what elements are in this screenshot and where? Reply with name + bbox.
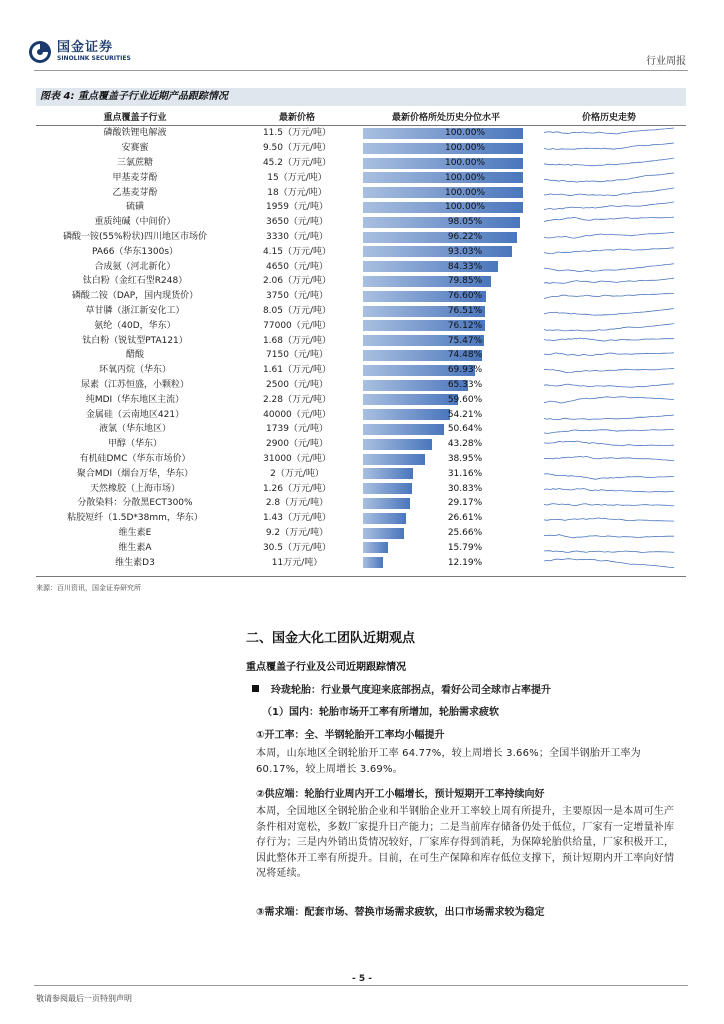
price-cell: 30.5（万元/吨） [262,542,332,553]
trend-line [544,473,674,479]
percentile-cell [360,170,532,185]
price-trend-sparkline [543,261,675,274]
percentile-cell [360,363,532,378]
product-name-cell: 维生素A [118,542,152,553]
trend-cell [532,540,686,555]
trend-line [544,232,674,238]
percentile-label: 50.64% [447,424,483,435]
price-trend-sparkline [543,483,675,496]
price-trend-sparkline [543,320,675,333]
company-logo [28,40,131,64]
trend-line [544,441,674,446]
trend-line [544,263,674,271]
table-row [36,333,686,348]
trend-cell [532,215,686,230]
price-trend-sparkline [543,335,675,348]
trend-line [544,397,674,403]
percentile-label: 76.60% [447,291,483,302]
table-row [36,511,686,526]
price-trend-sparkline [543,512,675,525]
price-trend-sparkline [543,438,675,451]
trend-cell [532,407,686,422]
table-row [36,407,686,422]
trend-line [544,456,674,460]
trend-line [544,158,674,166]
trend-cell [532,185,686,200]
col-header-price: 最新价格 [234,108,360,126]
trend-cell [532,481,686,496]
header-divider [34,70,688,71]
trend-line [544,415,674,420]
table-row [36,555,686,570]
percentile-cell [360,289,532,304]
product-name-cell: 纯MDI（华东地区主流） [85,394,185,405]
percentile-label: 79.85% [447,276,483,287]
percentile-label: 69.93% [447,365,483,376]
product-name-cell: 硫磺 [125,202,144,213]
table-row [36,318,686,333]
item1-paragraph: 本周，山东地区全钢轮胎开工率 64.77%，较上周增长 3.66%；全国半钢胎开工率为 60.17%，较上周增长 3.69%。 [256,748,641,775]
price-trend-sparkline [543,187,675,200]
percentile-cell [360,540,532,555]
product-name-cell: 磷酸一铵(55%粉状)四川地区市场价 [62,231,208,242]
percentile-cell [360,141,532,156]
percentile-label: 100.00% [444,172,486,183]
trend-line [544,188,674,196]
price-cell: 9.2（万元/吨） [265,527,329,538]
product-name-cell: 天然橡胶（上海市场） [89,483,180,494]
trend-cell [532,170,686,185]
price-trend-sparkline [543,275,675,288]
bullet-square-icon [252,685,259,692]
product-name-cell: 乙基麦芽酚 [112,187,158,198]
trend-cell [532,200,686,215]
table-header-row [36,108,686,126]
trend-cell [532,156,686,171]
percentile-cell [360,496,532,511]
table-row [36,170,686,185]
percentile-cell [360,407,532,422]
percentile-cell [360,156,532,171]
percentile-label: 59.60% [447,394,483,405]
percentile-label: 93.03% [447,246,483,257]
product-name-cell: 合成氨（河北新化） [94,261,176,272]
table-row [36,437,686,452]
item3-title: ③需求端：配套市场、替换市场需求疲软，出口市场需求较为稳定 [256,907,545,918]
table-row [36,200,686,215]
col-header-trend: 价格历史走势 [532,108,686,126]
price-trend-sparkline [543,557,675,570]
percentile-label: 100.00% [444,143,486,154]
price-trend-sparkline [543,246,675,259]
trend-cell [532,126,686,141]
product-name-cell: 草甘膦（浙江新安化工） [85,305,185,316]
percentile-cell [360,304,532,319]
price-cell: 1.68（万元/吨） [262,335,332,346]
price-trend-sparkline [543,305,675,318]
trend-line [544,202,674,210]
product-name-cell: 安赛蜜 [121,143,149,154]
percentile-cell [360,526,532,541]
price-trend-sparkline [543,216,675,229]
trend-cell [532,392,686,407]
table-row [36,496,686,511]
percentile-label: 25.66% [447,527,483,538]
percentile-label: 100.00% [444,128,486,139]
trend-cell [532,555,686,570]
percentile-label: 12.19% [447,557,483,568]
percentile-label: 54.21% [447,409,483,420]
trend-line [544,128,674,134]
percentile-label: 84.33% [447,261,483,272]
bullet-heading-text: 玲珑轮胎：行业景气度迎来底部拐点，看好公司全球市占率提升 [271,685,551,696]
product-name-cell: 甲醇（华东） [107,439,162,450]
table-row [36,244,686,259]
table-row [36,185,686,200]
price-cell: 1.43（万元/吨） [262,513,332,524]
trend-line [544,353,674,356]
percentile-label: 31.16% [447,468,483,479]
percentile-label: 38.95% [447,453,483,464]
trend-cell [532,141,686,156]
product-name-cell: 氨纶（40D，华东） [94,320,176,331]
sinolink-logo-icon [28,40,52,64]
section-title: 二、国金大化工团队近期观点 [246,631,416,646]
trend-line [544,384,674,387]
price-cell: 77000（元/吨） [263,320,331,331]
trend-line [544,488,674,492]
figure-title: 图表 4: 重点覆盖子行业近期产品跟踪情况 [36,88,686,106]
price-cell: 9.50（万元/吨） [262,143,332,154]
product-name-cell: 粘胶短纤（1.5D*38mm，华东） [67,513,203,524]
table-row [36,422,686,437]
trend-cell [532,318,686,333]
trend-cell [532,452,686,467]
percentile-cell [360,230,532,245]
percentile-cell [360,466,532,481]
price-cell: 40000（元/吨） [263,409,331,420]
price-cell: 3750（元/吨） [266,291,328,302]
trend-cell [532,348,686,363]
table-row [36,230,686,245]
product-name-cell: 磷酸二铵（DAP，国内现货价） [71,291,199,302]
price-cell: 11.5（万元/吨） [262,128,332,139]
percentile-cell [360,452,532,467]
trend-line [544,248,674,254]
price-cell: 2.8（万元/吨） [265,498,329,509]
trend-cell [532,378,686,393]
trend-cell [532,422,686,437]
price-trend-sparkline [543,290,675,303]
table-row [36,141,686,156]
percentile-cell [360,348,532,363]
product-name-cell: 维生素E [118,527,152,538]
percentile-label: 100.00% [444,202,486,213]
price-cell: 1.26（万元/吨） [262,483,332,494]
trend-cell [532,244,686,259]
price-cell: 1.61（万元/吨） [262,365,332,376]
trend-cell [532,259,686,274]
logo-cn-text: 国金证券 [57,40,114,55]
trend-cell [532,526,686,541]
trend-line [544,309,674,316]
trend-line [544,294,674,299]
price-cell: 4650（元/吨） [266,261,328,272]
price-cell: 1739（元/吨） [266,424,328,435]
percentile-cell [360,481,532,496]
product-name-cell: 尿素（江苏恒盛，小颗粒） [80,379,189,390]
price-cell: 45.2（万元/吨） [262,157,332,168]
product-name-cell: 维生素D3 [115,557,155,568]
price-trend-sparkline [543,201,675,214]
product-name-cell: 环氧丙烷（华东） [98,365,171,376]
percentile-label: 15.79% [447,542,483,553]
price-cell: 8.05（万元/吨） [262,305,332,316]
trend-line [544,535,674,538]
percentile-cell [360,274,532,289]
trend-line [544,143,674,149]
table-row [36,348,686,363]
percentile-label: 75.47% [447,335,483,346]
percentile-label: 65.33% [447,379,483,390]
table-bottom-rule [36,576,686,577]
percentile-label: 76.51% [447,305,483,316]
trend-line [544,279,674,284]
product-name-cell: 液氯（华东地区） [98,424,171,435]
percentile-cell [360,422,532,437]
trend-line [544,430,674,434]
table-row [36,274,686,289]
trend-line [544,338,674,341]
trend-cell [532,511,686,526]
price-trend-sparkline [543,542,675,555]
trend-line [544,504,674,506]
price-cell: 2.28（万元/吨） [262,394,332,405]
percentile-cell [360,318,532,333]
table-row [36,481,686,496]
trend-cell [532,333,686,348]
percentile-cell [360,555,532,570]
product-name-cell: PA66（华东1300s） [91,246,179,257]
price-trend-sparkline [543,349,675,362]
percentile-label: 30.83% [447,483,483,494]
table-row [36,378,686,393]
product-name-cell: 分散染料：分散黑ECT300% [77,498,193,509]
table-row [36,126,686,141]
price-cell: 2.06（万元/吨） [262,276,332,287]
trend-cell [532,274,686,289]
price-cell: 2500（元/吨） [266,379,328,390]
trend-line [544,368,674,372]
percentile-cell [360,215,532,230]
percentile-cell [360,200,532,215]
section-subtitle: 重点覆盖子行业及公司近期跟踪情况 [246,662,406,673]
product-name-cell: 重质纯碱（中间价） [94,217,176,228]
price-cell: 3330（元/吨） [266,231,328,242]
figure-source: 来源：百川资讯，国金证券研究所 [36,584,141,592]
price-cell: 18（万元/吨） [267,187,327,198]
table-row [36,363,686,378]
price-trend-sparkline [543,364,675,377]
price-trend-sparkline [543,172,675,185]
price-trend-sparkline [543,231,675,244]
percentile-cell [360,126,532,141]
price-trend-sparkline [543,468,675,481]
product-name-cell: 聚合MDI（烟台万华，华东） [76,468,194,479]
trend-cell [532,496,686,511]
price-cell: 3650（元/吨） [266,217,328,228]
trend-line [544,558,674,567]
item1-title: ①开工率：全、半钢轮胎开工率均小幅提升 [256,730,445,741]
percentile-cell [360,392,532,407]
logo-en-text: SINOLINK SECURITIES [57,55,131,62]
trend-cell [532,437,686,452]
price-trend-sparkline [543,142,675,155]
item2-paragraph: 本周，全国地区全钢轮胎企业和半钢胎企业开工率较上周有所提升，主要原因一是本周可生产条件相对宽松，多数厂家提升日产能力；二是当前库存储备仍处于低位，厂家有一定增量补库存行为；三是内外销出货情况较好，厂家库存得到消耗，为保障轮胎供给量，厂家积极开工，因此整体开工率有所提升。目前，在可生产保障和库存低位支撑下，预计短期内开工率向好情况将延续。 [256,806,675,879]
price-cell: 2（万元/吨） [270,468,324,479]
price-trend-sparkline [543,453,675,466]
table-row [36,289,686,304]
percentile-label: 100.00% [444,157,486,168]
trend-line [544,217,674,221]
trend-cell [532,230,686,245]
footer-disclaimer: 敬请参阅最后一页特别声明 [36,994,132,1003]
trend-cell [532,304,686,319]
price-trend-sparkline [543,497,675,510]
domestic-heading: （1）国内：轮胎市场开工率有所增加，轮胎需求疲软 [262,707,499,718]
product-name-cell: 醋酸 [125,350,144,361]
percentile-label: 26.61% [447,513,483,524]
product-name-cell: 甲基麦芽酚 [112,172,158,183]
report-type: 行业周报 [646,56,686,67]
price-trend-sparkline [543,157,675,170]
trend-line [544,550,674,552]
table-row [36,304,686,319]
price-cell: 4.15（万元/吨） [262,246,332,257]
table-row [36,215,686,230]
price-cell: 1959（元/吨） [266,202,328,213]
trend-line [544,323,674,330]
product-name-cell: 钛白粉（锐钛型PTA121） [82,335,188,346]
trend-cell [532,466,686,481]
product-tracking-table [36,108,686,570]
price-cell: 15（万元/吨） [267,172,327,183]
table-row [36,466,686,481]
trend-line [544,173,674,182]
percentile-cell [360,511,532,526]
table-row [36,452,686,467]
price-cell: 7150（元/吨） [266,350,328,361]
table-row [36,540,686,555]
item2-title: ②供应端：轮胎行业周内开工小幅增长，预计短期开工率持续向好 [256,789,545,800]
price-cell: 31000（元/吨） [263,453,331,464]
price-trend-sparkline [543,409,675,422]
price-trend-sparkline [543,127,675,140]
table-row [36,156,686,171]
percentile-label: 98.05% [447,217,483,228]
footer-divider [34,985,688,986]
percentile-cell [360,259,532,274]
percentile-label: 74.48% [447,350,483,361]
percentile-label: 76.12% [447,320,483,331]
percentile-cell [360,378,532,393]
trend-cell [532,289,686,304]
percentile-label: 100.00% [444,187,486,198]
col-header-industry: 重点覆盖子行业 [36,108,234,126]
trend-line [544,518,674,521]
bullet-heading [252,681,551,696]
price-cell: 2900（元/吨） [266,439,328,450]
table-row [36,526,686,541]
price-trend-sparkline [543,379,675,392]
product-name-cell: 钛白粉（金红石型R248） [82,276,188,287]
page-number: - 5 - [352,974,372,984]
percentile-label: 43.28% [447,439,483,450]
trend-cell [532,363,686,378]
price-trend-sparkline [543,394,675,407]
table-row [36,392,686,407]
product-name-cell: 有机硅DMC（华东市场价） [79,453,191,464]
price-cell: 11万元/吨） [271,557,323,568]
price-trend-sparkline [543,527,675,540]
percentile-cell [360,185,532,200]
table-body [36,126,686,570]
percentile-label: 29.17% [447,498,483,509]
col-header-percentile: 最新价格所处历史分位水平 [360,108,532,126]
product-name-cell: 金属硅（云南地区421） [85,409,185,420]
product-name-cell: 磷酸铁锂电解液 [103,128,167,139]
table-row [36,259,686,274]
percentile-cell [360,244,532,259]
product-name-cell: 三氯蔗糖 [116,157,153,168]
percentile-label: 96.22% [447,231,483,242]
percentile-cell [360,437,532,452]
percentile-cell [360,333,532,348]
price-trend-sparkline [543,423,675,436]
